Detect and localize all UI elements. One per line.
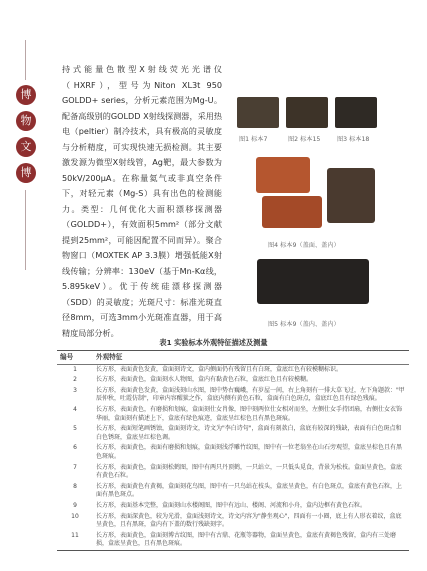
- table-row: [57, 405, 409, 424]
- row-text: 长方形，表面黄色有黄褐，盒面刻花鸟图，图中有一只鸟站在枝头，盒底呈黄色，有白色斑点，盒底有黄色石粒，上面有黑色斑点。: [96, 482, 403, 499]
- table-row: [57, 512, 409, 531]
- table-row: [57, 364, 409, 375]
- caption-fig3: 图3 标本18: [337, 136, 370, 143]
- table-header-row: [57, 351, 409, 365]
- table-row: [57, 424, 409, 443]
- table-row: [57, 386, 409, 405]
- table-row: [57, 501, 409, 512]
- sidebar-rule-top: [25, 40, 26, 80]
- row-number: 2: [73, 376, 77, 384]
- row-number: 10: [71, 512, 79, 520]
- photo-specimen-9-open: [257, 259, 369, 304]
- row-text: 长方形，表面黄色发黄，盒面刻诗文，盒内侧面仍有残留且有白斑，盒底红色有较模糊标识。: [96, 365, 343, 373]
- row-text: 长方形，表面黄色，盒面刻水人物图，盒内有黏黄色石粒，盒底红色且有较模糊。: [96, 376, 313, 384]
- header-appearance: 外观特征: [93, 351, 409, 365]
- photo-specimen-18: [335, 97, 377, 128]
- body-paragraph: 持式能量色散型X射线荧光光谱仪（HXRF），型号为Niton XL3t 950 GOLDD+ series，分析元素范围为Mg-U。配备高级别的GOLDD X射线探测器，采用热电（peltier）制冷技术，具有极高的灵敏度与分析精度，可实现快速无损检测。其主要激发源为微型X射线管，Ag靶，最大参数为50kV/200μA。在称量氦气或非真空条件下，对轻元素（Mg-S）具有出色的检测能力。类型：几何优化大面积漂移探测器（GOLDD+），有效面积5mm²（部分文献提到25mm²，可能因配置不同而异）。聚合物窗口（MOXTEK AP 3.3膜）增强低能X射线传输；分辨率：130eV（基于Mn-Kα线，5.895keV）。优于传统硅漂移探测器（SDD）的灵敏度；光斑尺寸：标准光斑直径8mm，可选3mm小光斑准直器，用于高精度局部分析。: [62, 64, 222, 338]
- sidebar-badge-1: 博: [16, 85, 36, 105]
- row-text: 长方形，表面黄色，盒面刻博古纹图，图中有古鼎、花瓶等器物，盒面呈黄色，盒底有黄褐色残留，盒内有三处磨损，盒底呈黄色，且有黑色斑痕。: [93, 531, 409, 551]
- photo-specimen-9-body: [262, 196, 322, 228]
- row-number: 3: [73, 386, 77, 394]
- table-row: [57, 463, 409, 482]
- row-text: 长方形，表面黄色，表面有磨损和划痕，盒面刻浅浮雕竹纹图，图中有一位老翁坐在山石旁观望，盒底呈棕色且有黑色斑痕。: [96, 444, 403, 460]
- row-number: 5: [73, 425, 77, 433]
- caption-fig2: 图2 标本15: [288, 136, 321, 143]
- sidebar-rule-bottom: [25, 190, 26, 270]
- row-text: 长方形，表面深黄色，较为光滑，盒面浅刻诗文，诗文内容为"静坐观心"，四面有一小圈，底上有人形衣着纹，盒底呈黄色，且有黑斑，盒内有下盖的数行残缺刻字。: [96, 512, 402, 529]
- row-text: 长方形，表面黄色，有磨损和划痕，盒面刻仕女肖像，图中刻两位仕女相对而坐，左侧仕女手持团扇，右侧仕女衣饰华丽，盒面刻有描述上下，盒底有绿色痕迹，盒底呈红棕色且有黑色斑痕。: [96, 405, 403, 422]
- sidebar-badge-4: 博: [16, 163, 36, 183]
- table-row: [57, 482, 409, 501]
- caption-fig4: 图4 标本9（盖面、盖内）: [268, 242, 340, 249]
- sidebar-badge-2: 物: [16, 111, 36, 131]
- specimen-table: [57, 350, 409, 551]
- row-text: 长方形，表面基本完整，盒面刻山水楼阁图，图中有远山、楼阁、河流和小舟，盒内边框有黄色石粒。: [96, 501, 367, 509]
- caption-fig1: 图1 标本7: [239, 136, 268, 143]
- header-number: 编号: [57, 351, 93, 365]
- sidebar-badge-3: 文: [16, 137, 36, 157]
- photo-specimen-9-lid: [256, 157, 310, 193]
- row-number: 7: [73, 463, 77, 471]
- caption-fig5: 图5 标本9（盖内、盖内）: [268, 321, 340, 328]
- row-number: 4: [73, 405, 77, 413]
- photo-specimen-9-inner: [327, 168, 375, 223]
- photo-specimen-7: [237, 97, 279, 128]
- table-row: [57, 375, 409, 386]
- row-number: 11: [57, 531, 93, 551]
- row-text: 长方形，表面黄色发黄，盒面浅刻山水图，图中势右巍峨，有岁屋一间，右上角刻有一排大草飞过，左下角题款："甲辰仲秋，吐霞仿制"，印章内容醒狱之作，盒底内侧有黄色石粒，盒面有白色斑点，盒底红色且有绿色残痕。: [96, 386, 405, 403]
- row-text: 长方形，表面短笔画锈蚀，盒面刻诗文，诗文为"李白诗句"，盒面有刻款白，盒底有较深的残缺，表面有白色斑点和白色锈斑，盒底呈红棕色调。: [96, 425, 402, 441]
- table-row: [57, 531, 409, 551]
- row-number: 1: [73, 365, 77, 373]
- row-number: 6: [73, 444, 77, 452]
- body-text-column: [62, 62, 222, 341]
- photo-specimen-15: [286, 97, 328, 128]
- row-number: 8: [73, 482, 77, 490]
- table-title: 表1 实验标本外观特征描述及测量: [159, 338, 268, 347]
- row-text: 长方形，表面黄色，盒面刻松鹤图，图中有两只丹顶鹤，一只站立，一只低头觅食，背景为松枝。盒面呈黄色，盒底有黄色石粒。: [96, 463, 403, 480]
- table-row: [57, 443, 409, 462]
- row-number: 9: [73, 501, 77, 509]
